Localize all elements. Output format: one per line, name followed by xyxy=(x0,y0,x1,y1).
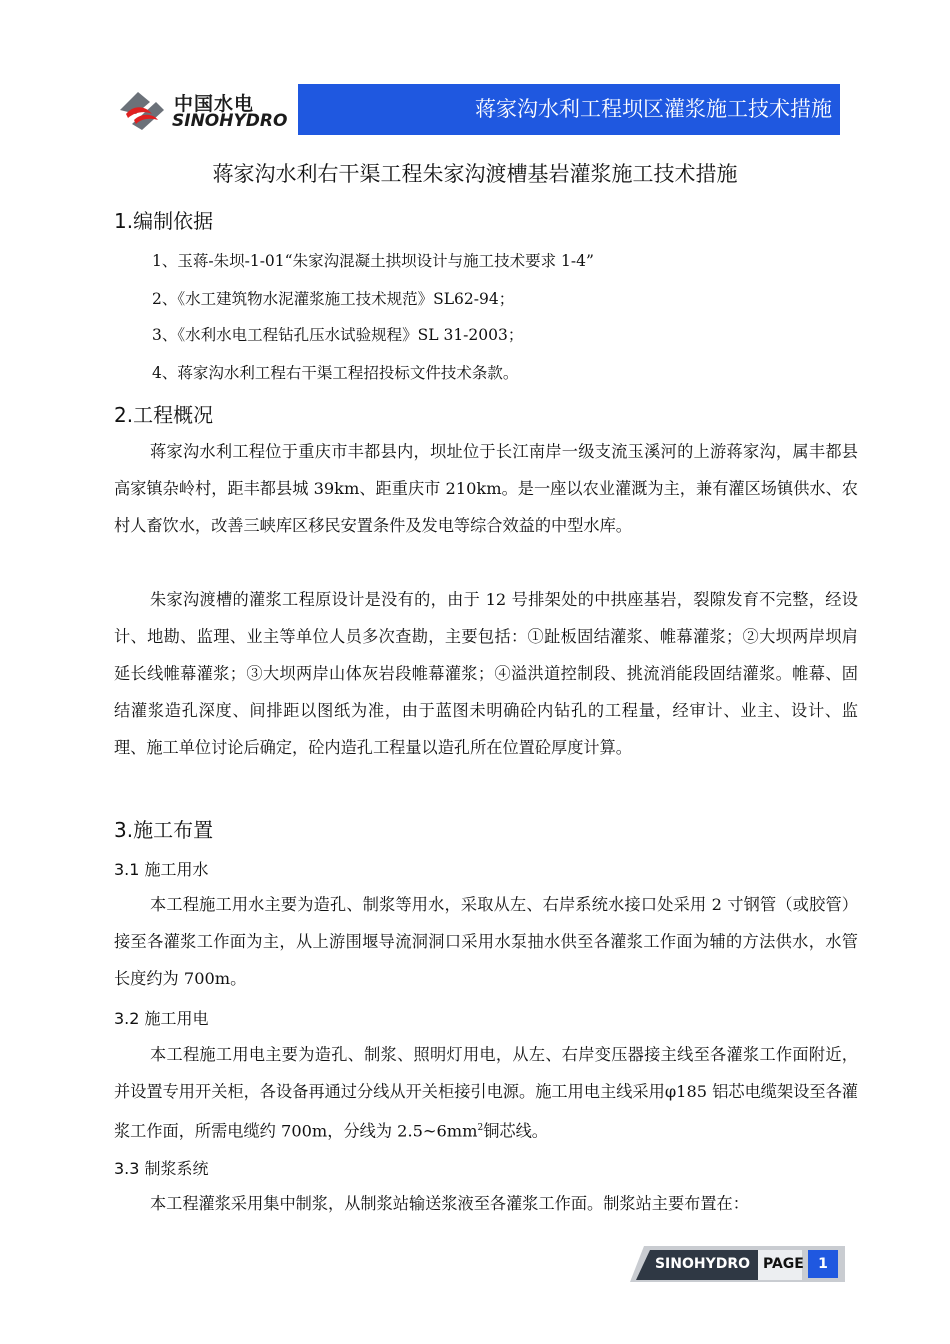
sinohydro-logo-icon xyxy=(112,84,168,134)
logo-chinese-name: 中国水电 xyxy=(174,93,255,115)
section-3-1-heading: 3.1 施工用水 xyxy=(114,860,209,879)
reference-item-2: 2、《水工建筑物水泥灌浆施工技术规范》SL62-94； xyxy=(152,290,515,308)
company-logo xyxy=(112,84,288,134)
overview-paragraph-2: 朱家沟渡槽的灌浆工程原设计是没有的，由于 12 号排架处的中拱座基岩，裂隙发育不完整，经设计、地勘、监理、业主等单位人员多次查勘，主要包括：①趾板固结灌浆、帷幕灌浆；②大坝两岸坝肩延长线帷幕灌浆；③大坝两岸山体灰岩段帷幕灌浆；④溢洪道控制段、挑流消能段固结灌浆。帷幕、固结灌浆造孔深度、间排距以图纸为准，由于蓝图未明确砼内钻孔的工程量，经审计、业主、设计、监理、施工单位讨论后确定，砼内造孔工程量以造孔所在位置砼厚度计算。 xyxy=(114,590,858,757)
power-supply-text-end: 铜芯线。 xyxy=(483,1121,548,1141)
squared-superscript: 2 xyxy=(477,1123,484,1133)
logo-english-name: SINOHYDRO xyxy=(172,111,288,131)
overview-paragraph-1: 蒋家沟水利工程位于重庆市丰都县内，坝址位于长江南岸一级支流玉溪河的上游蒋家沟，属丰都县高家镇杂岭村，距丰都县城 39km、距重庆市 210km。是一座以农业灌溉为主，兼有灌区场镇供水、农村人畜饮水，改善三峡库区移民安置条件及发电等综合效益的中型水库。 xyxy=(114,442,858,535)
section-3-3-heading: 3.3 制浆系统 xyxy=(114,1159,209,1178)
section-1-heading: 1.编制依据 xyxy=(114,209,214,233)
reference-item-4: 4、蒋家沟水利工程右干渠工程招投标文件技术条款。 xyxy=(152,364,519,382)
water-supply-paragraph: 本工程施工用水主要为造孔、制浆等用水，采取从左、右岸系统水接口处采用 2 寸钢管（或胶管）接至各灌浆工作面为主，从上游围堰导流洞洞口采用水泵抽水供至各灌浆工作面为辅的方法供水，水管长度约为 700m。 xyxy=(114,895,858,988)
document-title: 蒋家沟水利右干渠工程朱家沟渡槽基岩灌浆施工技术措施 xyxy=(212,162,738,186)
footer-page-label: PAGE xyxy=(763,1256,804,1272)
header-banner: 蒋家沟水利工程坝区灌浆施工技术措施 xyxy=(298,84,840,135)
page-number: 1 xyxy=(808,1250,838,1278)
power-supply-paragraph xyxy=(114,1036,858,1149)
section-3-heading: 3.施工布置 xyxy=(114,818,214,842)
reference-item-3: 3、《水利水电工程钻孔压水试验规程》SL 31-2003； xyxy=(152,326,524,344)
section-3-2-heading: 3.2 施工用电 xyxy=(114,1009,209,1028)
power-supply-text: 本工程施工用电主要为造孔、制浆、照明灯用电，从左、右岸变压器接主线至各灌浆工作面附近，并设置专用开关柜，各设备再通过分线从开关柜接引电源。施工用电主线采用φ185 铝芯电缆架设至各灌浆工作面，所需电缆约 700m，分线为 2.5~6mm xyxy=(114,1045,858,1141)
grout-system-paragraph: 本工程灌浆采用集中制浆，从制浆站输送浆液至各灌浆工作面。制浆站主要布置在： xyxy=(150,1194,749,1213)
section-2-heading: 2.工程概况 xyxy=(114,403,214,427)
footer-brand: SINOHYDRO xyxy=(654,1256,751,1272)
reference-item-1: 1、玉蒋-朱坝-1-01“朱家沟混凝土拱坝设计与施工技术要求 1-4” xyxy=(152,252,594,270)
